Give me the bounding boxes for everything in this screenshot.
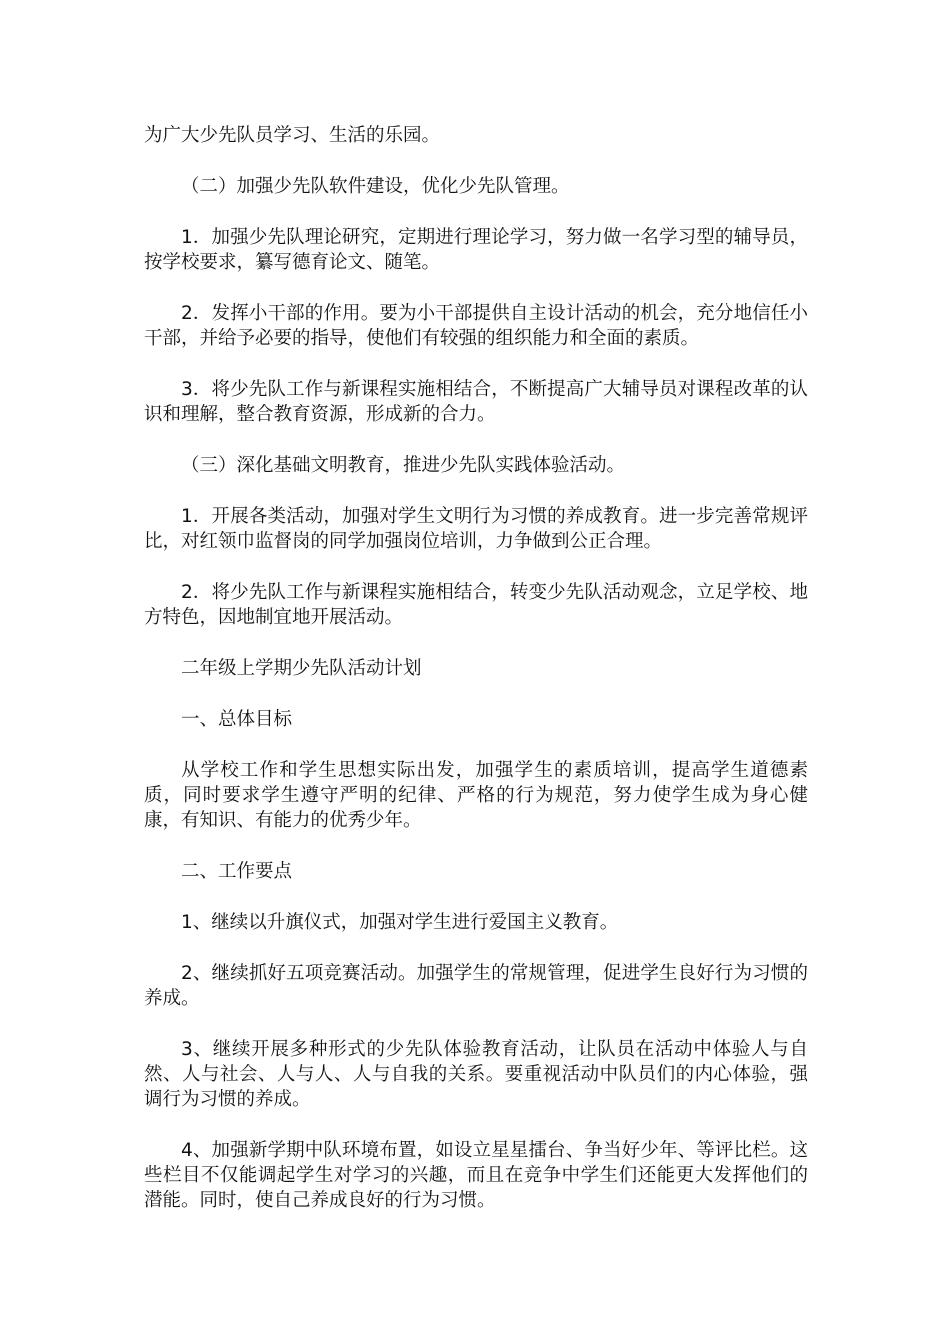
paragraph-16: 4、加强新学期中队环境布置，如设立星星擂台、争当好少年、等评比栏。这些栏目不仅能调起学生对学习的兴趣，而且在竞争中学生们还能更大发挥他们的潜能。同时，使自己养成良好的行为习惯。 bbox=[144, 1140, 808, 1211]
paragraph-13: 1、继续以升旗仪式，加强对学生进行爱国主义教育。 bbox=[181, 912, 619, 933]
paragraph-8: 2．将少先队工作与新课程实施相结合，转变少先队活动观念，立足学校、地方特色，因地制宜地开展活动。 bbox=[144, 582, 808, 628]
heading-key-points: 二、工作要点 bbox=[181, 861, 293, 882]
paragraph-4: 2．发挥小干部的作用。要为小干部提供自主设计活动的机会，充分地信任小干部，并给予必要的指导，使他们有较强的组织能力和全面的素质。 bbox=[144, 303, 808, 349]
paragraph-11: 从学校工作和学生思想实际出发，加强学生的素质培训，提高学生道德素质，同时要求学生遵守严明的纪律、严格的行为规范，努力使学生成为身心健康，有知识、有能力的优秀少年。 bbox=[144, 760, 808, 831]
paragraph-7: 1．开展各类活动，加强对学生文明行为习惯的养成教育。进一步完善常规评比，对红领巾监督岗的同学加强岗位培训，力争做到公正合理。 bbox=[144, 506, 808, 552]
heading-overall-goal: 一、总体目标 bbox=[181, 709, 293, 730]
paragraph-6: （三）深化基础文明教育，推进少先队实践体验活动。 bbox=[181, 455, 626, 476]
paragraph-5: 3．将少先队工作与新课程实施相结合，不断提高广大辅导员对课程改革的认识和理解，整合教育资源，形成新的合力。 bbox=[144, 379, 808, 425]
paragraph-1: 为广大少先队员学习、生活的乐园。 bbox=[144, 125, 441, 146]
paragraph-3: 1．加强少先队理论研究，定期进行理论学习，努力做一名学习型的辅导员，按学校要求，纂写德育论文、随笔。 bbox=[144, 227, 808, 273]
document-body bbox=[144, 123, 808, 1213]
section-title: 二年级上学期少先队活动计划 bbox=[181, 658, 422, 679]
paragraph-15: 3、继续开展多种形式的少先队体验教育活动，让队员在活动中体验人与自然、人与社会、人与人、人与自我的关系。要重视活动中队员们的内心体验，强调行为习惯的养成。 bbox=[144, 1039, 808, 1110]
paragraph-2: （二）加强少先队软件建设，优化少先队管理。 bbox=[181, 176, 570, 197]
paragraph-14: 2、继续抓好五项竞赛活动。加强学生的常规管理，促进学生良好行为习惯的养成。 bbox=[144, 963, 808, 1009]
